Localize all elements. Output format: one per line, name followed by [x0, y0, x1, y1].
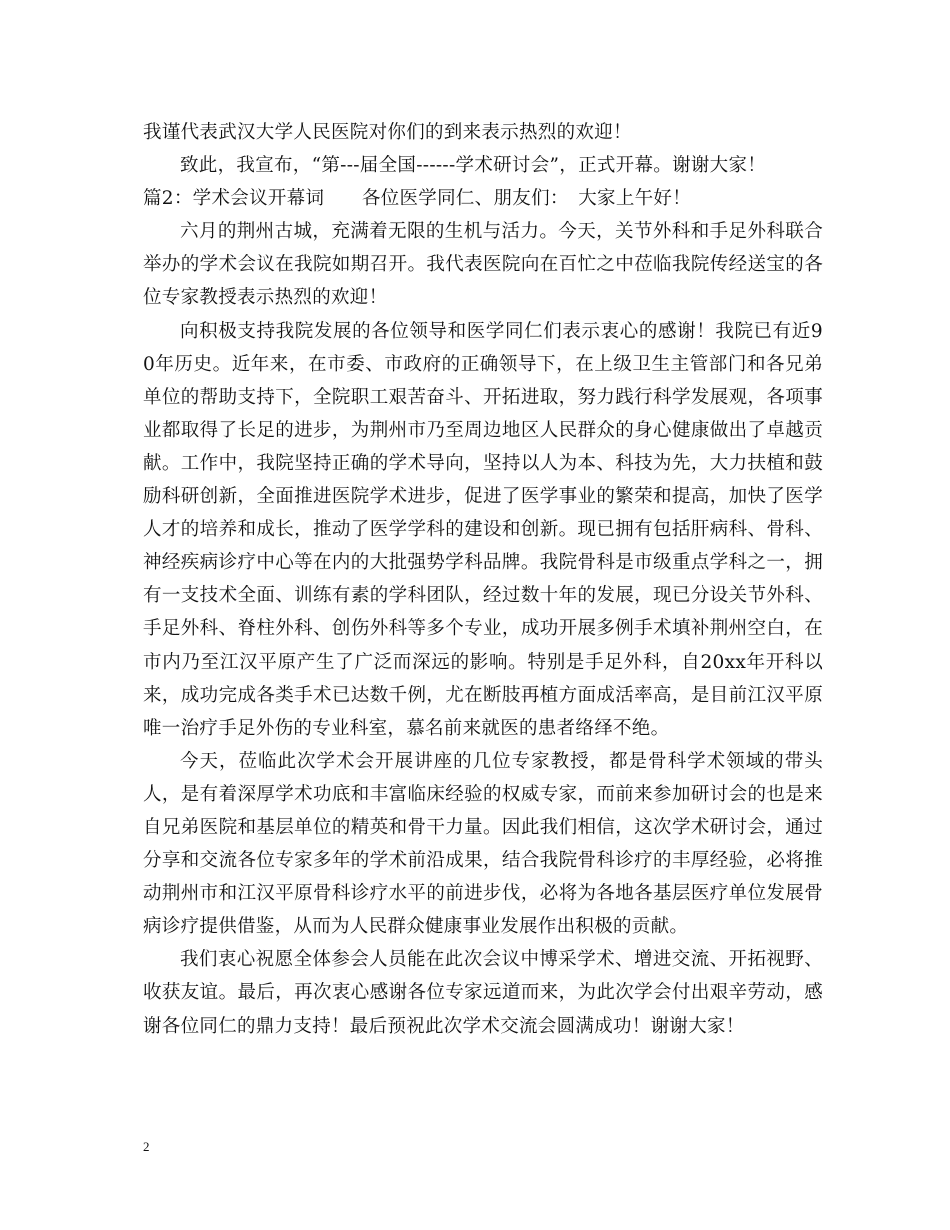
paragraph-welcome-close: 我谨代表武汉大学人民医院对你们的到来表示热烈的欢迎！ — [143, 122, 632, 143]
paragraph-hospital-history: 向积极支持我院发展的各位领导和医学同仁们表示衷心的感谢！我院已有近90年历史。近年来，在市委、市政府的正确领导下，在上级卫生主管部门和各兄弟单位的帮助支持下，全院职工艰苦奋斗、开拓进取，努力践行科学发展观，各项事业都取得了长足的进步，为荆州市乃至周边地区人民群众的身心健康做出了卓越贡献。工作中，我院坚持正确的学术导向，坚持以人为本、科技为先，大力扶植和鼓励科研创新，全面推进医院学术进步，促进了医学事业的繁荣和提高，加快了医学人才的培养和成长，推动了医学学科的建设和创新。现已拥有包括肝病科、骨科、神经疾病诊疗中心等在内的大批强势学科品牌。我院骨科是市级重点学科之一，拥有一支技术全面、训练有素的学科团队，经过数十年的发展，现已分设关节外科、手足外科、脊柱外科、创伤外科等多个专业，成功开展多例手术填补荆州空白，在市内乃至江汉平原产生了广泛而深远的影响。特别是手足外科，自20xx年开科以来，成功完成各类手术已达数千例，尤在断肢再植方面成活率高，是目前江汉平原唯一治疗手足外伤的专业科室，慕名前来就医的患者络绎不绝。 — [143, 320, 823, 739]
paragraph-intro: 六月的荆州古城，充满着无限的生机与活力。今天，关节外科和手足外科联合举办的学术会议在我院如期召开。我代表医院向在百忙之中莅临我院传经送宝的各位专家教授表示热烈的欢迎！ — [143, 221, 823, 309]
paragraph-section-heading: 篇2：学术会议开幕词 各位医学同仁、朋友们： 大家上午好！ — [143, 188, 692, 210]
paragraph-opening-declaration: 致此，我宣布，“第---届全国------学术研讨会”，正式开幕。谢谢大家！ — [180, 155, 767, 177]
page-number: 2 — [143, 1139, 150, 1154]
paragraph-experts: 今天，莅临此次学术会开展讲座的几位专家教授，都是骨科学术领域的带头人，是有着深厚学术功底和丰富临床经验的权威专家，而前来参加研讨会的也是来自兄弟医院和基层单位的精英和骨干力量。因此我们相信，这次学术研讨会，通过分享和交流各位专家多年的学术前沿成果，结合我院骨科诊疗的丰厚经验，必将推动荆州市和江汉平原骨科诊疗水平的前进步伐，必将为各地各基层医疗单位发展骨病诊疗提供借鉴，从而为人民群众健康事业发展作出积极的贡献。 — [143, 750, 823, 938]
paragraph-closing: 我们衷心祝愿全体参会人员能在此次会议中博采学术、增进交流、开拓视野、收获友谊。最后，再次衷心感谢各位专家远道而来，为此次学会付出艰辛劳动，感谢各位同仁的鼎力支持！最后预祝此次学术交流会圆满成功！谢谢大家！ — [143, 949, 823, 1037]
document-body — [143, 116, 823, 1043]
